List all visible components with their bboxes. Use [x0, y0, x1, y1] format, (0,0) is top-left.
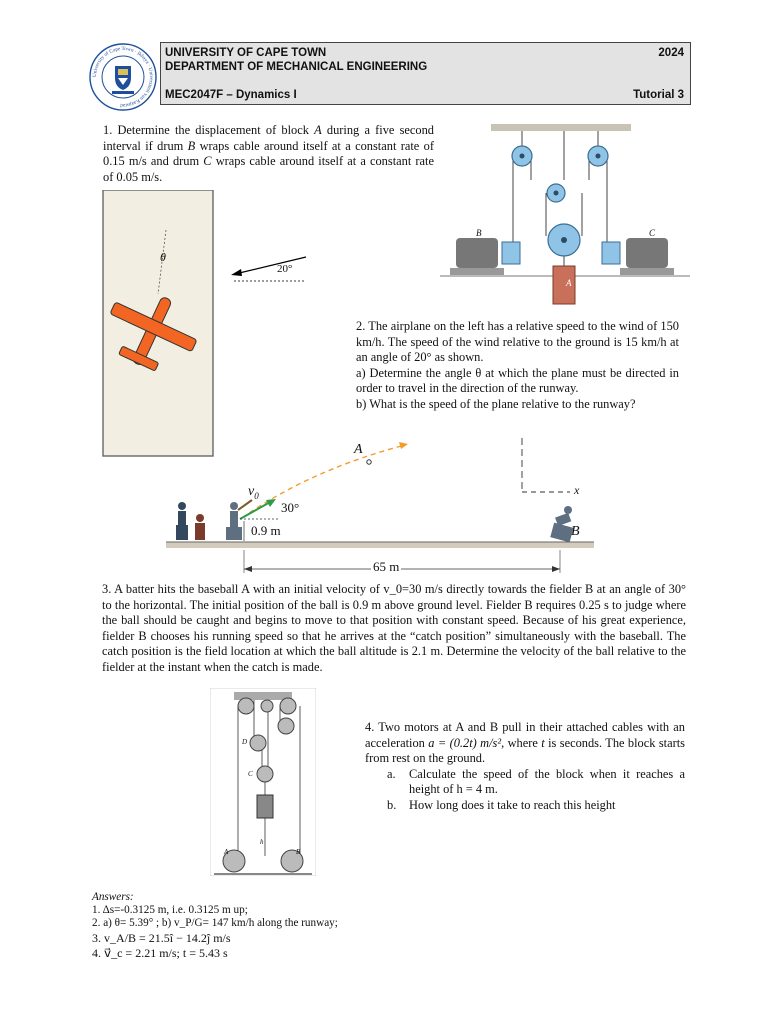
height-h-label: h [260, 838, 264, 846]
wind-angle-label: 20° [277, 263, 293, 275]
pulley-c-label: C [248, 770, 253, 778]
motor-a-label: A [224, 848, 229, 856]
ball-a-label: A [354, 442, 363, 457]
motor-b-label: B [296, 848, 301, 856]
header-box [160, 42, 691, 105]
question-1-text: 1. Determine the displacement of block A during a five second interval if drum B wraps cable around itself at a constant rate of 0.15 m/s and drum C wraps cable around itself at a constant rate of 0.05 m/s. [103, 123, 435, 184]
label-c: C [649, 228, 656, 238]
answers-title: Answers: [92, 891, 134, 903]
distance-label: 65 m [373, 559, 400, 574]
x-axis-label: x [574, 483, 580, 497]
question-3-text: 3. A batter hits the baseball A with an initial velocity of v_0=30 m/s directly towards the fielder B at an angle of 30° to the horizontal. The initial position of the ball is 0.9 m above ground level. Fielder B requires 0.25 s to judge where the ball should be caught and begins to move to that position with constant speed. Because of his great experience, fielder B chooses his running speed so that he arrives at the “catch position” simultaneously with the baseball. The catch position is the field location at which the ball altitude is 2.1 m. Determine the velocity of the ball relative to the fielder at the instant when the catch is made. [102, 582, 686, 674]
launch-angle-label: 30° [281, 500, 300, 515]
fielder-b-label: B [571, 524, 580, 539]
pulley-drum-figure [440, 118, 690, 308]
motor-pulley-figure [210, 688, 316, 876]
course-code: MEC2047F – Dynamics I [165, 89, 297, 101]
pulley-d-label: D [242, 738, 248, 746]
question-2-text: 2. The airplane on the left has a relative speed to the wind of 150 km/h. The speed of the wind relative to the ground is 15 km/h at an angle of 20° as shown. a) Determine the angle θ at which the plane must be directed in order to travel in the direction of the runway. b) What is the speed of the plane relative to the runway? [356, 319, 679, 411]
answer-line: 2. a) θ= 5.39° ; b) v_P/G= 147 km/h along the runway; [92, 917, 338, 929]
v0-label: $v_0$ [248, 484, 259, 501]
list-item: a. Calculate the speed of the block when it reaches a height of h = 4 m. [387, 766, 685, 797]
answer-line: 4. v⃗_c = 2.21 m/s; t = 5.43 s [92, 946, 228, 960]
year: 2024 [658, 47, 684, 59]
height-label: 0.9 m [251, 523, 281, 538]
theta-label: θ [160, 250, 166, 264]
answer-line: 1. Δs=-0.3125 m, i.e. 0.3125 m up; [92, 904, 248, 916]
university-name: UNIVERSITY OF CAPE TOWN [165, 47, 327, 59]
list-item: b. How long does it take to reach this height [387, 797, 616, 812]
answers-section [92, 891, 512, 960]
question-4-text: 4. Two motors at A and B pull in their attached cables with an acceleration a = (0.2t) m/s², where t is seconds. The block starts from rest on the ground. a. Calculate the speed of the block when it reaches a height of h = 4 m. b. How long does it take to reach this height [365, 720, 685, 812]
question-4-parts [387, 767, 685, 814]
svg-text:University of Cape Town · Ikha: University of Cape Town · Ikhaya · Universiteit van Kaapstad [91, 45, 155, 109]
answer-line: 3. v_A/B = 21.5î − 14.2ĵ m/s [92, 931, 231, 945]
label-a: A [566, 278, 572, 288]
baseball-figure [160, 430, 600, 580]
tutorial-number: Tutorial 3 [633, 89, 684, 101]
label-b: B [476, 228, 482, 238]
university-logo [88, 42, 158, 112]
department-name: DEPARTMENT OF MECHANICAL ENGINEERING [165, 61, 428, 73]
